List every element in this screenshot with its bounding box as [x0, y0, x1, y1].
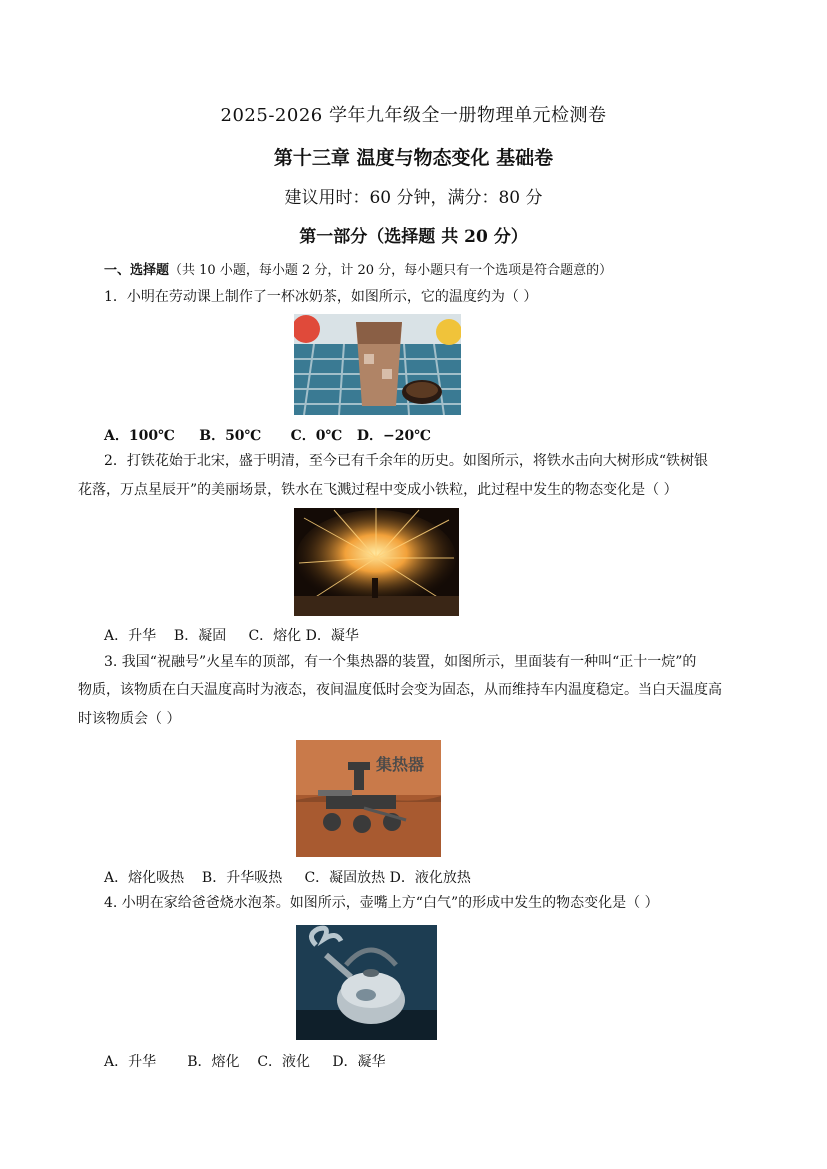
question-1-options: A．100℃ B．50℃ C．0℃ D．−20℃: [104, 428, 431, 444]
question-3-stem-line-1: 3. 我国“祝融号”火星车的顶部，有一个集热器的装置，如图所示，里面装有一种叫“正十一烷”的: [104, 654, 697, 670]
kettle-steam-photo: [296, 925, 437, 1040]
question-1-stem: 1．小明在劳动课上制作了一杯冰奶茶，如图所示，它的温度约为（ ）: [104, 289, 538, 305]
collector-label: 集热器: [376, 755, 425, 774]
question-2-stem-line-1: 2．打铁花始于北宋，盛于明清，至今已有千余年的历史。如图所示，将铁水击向大树形成“铁树银: [104, 453, 709, 469]
section-heading: [104, 259, 612, 278]
time-info: 建议用时：60 分钟，满分：80 分: [284, 188, 543, 208]
iced-milk-tea-photo: [294, 314, 461, 415]
question-4-stem: 4. 小明在家给爸爸烧水泡茶。如图所示，壶嘴上方“白气”的形成中发生的物态变化是（ ）: [104, 895, 659, 911]
question-3-stem-line-2: 物质，该物质在白天温度高时为液态，夜间温度低时会变为固态，从而维持车内温度稳定。当白天温度高: [78, 682, 722, 698]
section-note: （共 10 小题，每小题 2 分，计 20 分，每小题只有一个选项是符合题意的）: [169, 263, 613, 278]
part-title: 第一部分（选择题 共 20 分）: [299, 227, 528, 247]
iron-flower-fireworks-photo: [294, 508, 459, 616]
question-2-options: A．升华 B．凝固 C．熔化 D．凝华: [104, 628, 359, 644]
mars-rover-photo: [296, 740, 441, 857]
section-label: 一、选择题: [104, 263, 170, 278]
question-2-stem-line-2: 花落，万点星辰开”的美丽场景，铁水在飞溅过程中变成小铁粒，此过程中发生的物态变化是（ ）: [78, 482, 678, 498]
question-4-options: A．升华 B．熔化 C．液化 D．凝华: [104, 1054, 386, 1070]
question-3-options: A．熔化吸热 B．升华吸热 C．凝固放热 D．液化放热: [104, 870, 471, 886]
chapter-title: 第十三章 温度与物态变化 基础卷: [273, 147, 554, 169]
question-3-stem-line-3: 时该物质会（ ）: [78, 711, 181, 727]
exam-title: 2025-2026 学年九年级全一册物理单元检测卷: [220, 105, 607, 126]
